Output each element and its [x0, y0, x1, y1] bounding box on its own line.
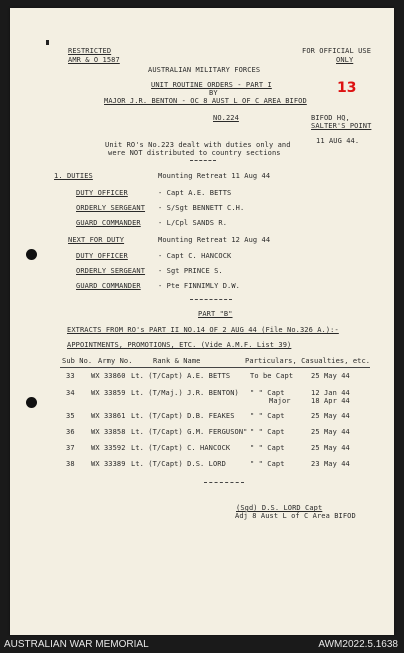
- cell-rank-name: Lt. (T/Capt) A.E. BETTS: [131, 372, 231, 380]
- cell-particulars: " " Capt: [250, 412, 285, 420]
- cell-date: 23 May 44: [311, 460, 350, 468]
- punch-hole: [26, 249, 37, 260]
- duty-role: GUARD COMMANDER: [76, 282, 141, 290]
- divider: [190, 160, 216, 161]
- duty-role: ORDERLY SERGEANT: [76, 267, 146, 275]
- mounting-line-1: Mounting Retreat 11 Aug 44: [158, 172, 271, 180]
- hq-label: BIFOD HQ,: [311, 114, 350, 122]
- cell-date: 25 May 44: [311, 428, 350, 436]
- cell-army: WX 33860: [91, 372, 126, 380]
- cell-army: WX 33592: [91, 444, 126, 452]
- cell-sub: 36: [66, 428, 75, 436]
- duty-person: - Capt C. HANCOCK: [158, 252, 232, 260]
- document-page: [10, 8, 394, 635]
- cell-particulars: " " Capt: [250, 460, 285, 468]
- footer-source: AUSTRALIAN WAR MEMORIAL: [4, 639, 149, 650]
- duty-person: - Sgt PRINCE S.: [158, 267, 223, 275]
- issuer: MAJOR J.R. BENTON - OC 8 AUST L OF C AREA BIFOD: [104, 97, 307, 105]
- cell-sub: 33: [66, 372, 75, 380]
- amr-reference: AMR & O 1587: [68, 56, 120, 64]
- order-date: 11 AUG 44.: [316, 137, 360, 145]
- cell-particulars-2: Major: [269, 397, 291, 405]
- cell-army: WX 33861: [91, 412, 126, 420]
- duty-role: GUARD COMMANDER: [76, 219, 141, 227]
- archive-footer: [0, 636, 404, 653]
- duty-role: DUTY OFFICER: [76, 189, 128, 197]
- duty-person: - Pte FINNIMLY D.W.: [158, 282, 240, 290]
- duties-heading: 1. DUTIES: [54, 172, 93, 180]
- col-sub-no: Sub No.: [62, 357, 93, 365]
- signature-title: Adj 8 Aust L of C Area BIFOD: [235, 512, 356, 520]
- cell-rank-name: Lt. (T/Capt) G.M. FERGUSON": [131, 428, 248, 436]
- cell-rank-name: Lt. (T/Capt) D.B. FEAKES: [131, 412, 235, 420]
- by-label: BY: [209, 89, 218, 97]
- cell-rank-name: Lt. (T/Capt) C. HANCOCK: [131, 444, 231, 452]
- duty-role: DUTY OFFICER: [76, 252, 128, 260]
- location: SALTER'S POINT: [311, 122, 372, 130]
- official-use-label: FOR OFFICIAL USE: [302, 47, 372, 55]
- cell-particulars: " " Capt: [250, 428, 285, 436]
- divider: [190, 299, 232, 300]
- cell-army: WX 33858: [91, 428, 126, 436]
- divider: [204, 482, 244, 483]
- table-rule: [60, 367, 370, 368]
- mounting-line-2: Mounting Retreat 12 Aug 44: [158, 236, 271, 244]
- note-line-1: Unit RO's No.223 dealt with duties only and: [105, 141, 291, 149]
- cell-rank-name: Lt. (T/Capt) D.S. LORD: [131, 460, 226, 468]
- punch-hole: [26, 397, 37, 408]
- handwritten-number: 13: [337, 80, 357, 96]
- cell-date: 12 Jan 44: [311, 389, 350, 397]
- cell-particulars: To be Capt: [250, 372, 294, 380]
- cell-date: 25 May 44: [311, 444, 350, 452]
- cell-date: 25 May 44: [311, 412, 350, 420]
- force-name: AUSTRALIAN MILITARY FORCES: [148, 66, 261, 74]
- cell-sub: 34: [66, 389, 75, 397]
- col-particulars: Particulars, Casualties, etc.: [245, 357, 371, 365]
- duty-person: - Capt A.E. BETTS: [158, 189, 232, 197]
- cell-sub: 38: [66, 460, 75, 468]
- next-duty-heading: NEXT FOR DUTY: [68, 236, 125, 244]
- appointments-heading: APPOINTMENTS, PROMOTIONS, ETC. (Vide A.M.F. List 39): [67, 341, 292, 349]
- duty-person: - L/Cpl SANDS R.: [158, 219, 228, 227]
- duty-role: ORDERLY SERGEANT: [76, 204, 146, 212]
- cell-army: WX 33859: [91, 389, 126, 397]
- cell-date-2: 18 Apr 44: [311, 397, 350, 405]
- footer-accession: AWM2022.5.1638: [318, 639, 398, 650]
- cell-army: WX 33389: [91, 460, 126, 468]
- cell-sub: 35: [66, 412, 75, 420]
- order-title: UNIT ROUTINE ORDERS - PART I: [151, 81, 272, 89]
- extracts-heading: EXTRACTS FROM RO's PART II NO.14 OF 2 AUG 44 (File No.326 A.):-: [67, 326, 339, 334]
- order-number: NO.224: [213, 114, 239, 122]
- cell-rank-name: Lt. (T/Maj.) J.R. BENTON): [131, 389, 239, 397]
- col-army-no: Army No.: [98, 357, 133, 365]
- official-only-label: ONLY: [336, 56, 354, 64]
- binder-mark: [46, 40, 49, 45]
- part-b-title: PART "B": [198, 310, 233, 318]
- cell-sub: 37: [66, 444, 75, 452]
- restricted-label: RESTRICTED: [68, 47, 112, 55]
- cell-particulars: " " Capt: [250, 389, 285, 397]
- signature-line: (Sgd) D.S. LORD Capt: [236, 504, 323, 512]
- col-rank-name: Rank & Name: [153, 357, 201, 365]
- note-line-2: were NOT distributed to country sections: [108, 149, 281, 157]
- cell-date: 25 May 44: [311, 372, 350, 380]
- duty-person: - S/Sgt BENNETT C.H.: [158, 204, 245, 212]
- cell-particulars: " " Capt: [250, 444, 285, 452]
